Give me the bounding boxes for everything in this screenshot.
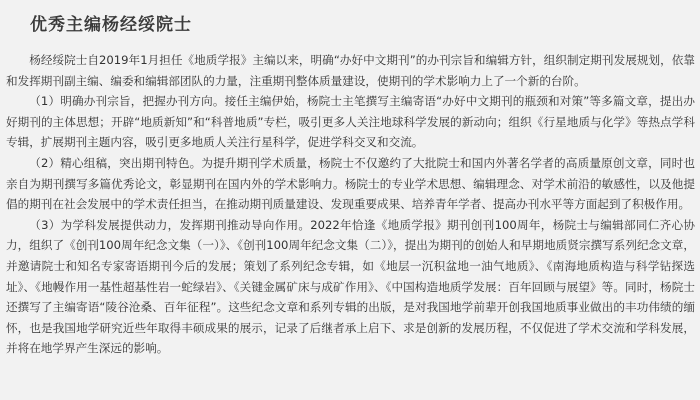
paragraph-intro: 杨经绥院士自2019年1月担任《地质学报》主编以来，明确“办好中文期刊”的办刊宗旨和编辑方针，组织制定期刊发展规划，依靠和发挥期刊副主编、编委和编辑部团队的力量，注重期刊整体质量建设，使期刊的学术影响力上了一个新的台阶。 bbox=[6, 53, 695, 88]
article-body bbox=[6, 50, 695, 359]
paragraph-point-2: （2）精心组稿，突出期刊特色。为提升期刊学术质量，杨院士不仅邀约了大批院士和国内外著名学者的高质量原创文章，同时也亲自为期刊撰写多篇优秀论文，彰显期刊在国内外的学术影响力。杨院士的专业学术思想、编辑理念、对学术前沿的敏感性，以及他提倡的期刊在社会发展中的学术责任担当，在推动期刊质量建设、发现重要成果、培养青年学者、提高办刊水平等方面起到了积极作用。 bbox=[6, 155, 695, 212]
paragraph-point-1: （1）明确办刊宗旨，把握办刊方向。接任主编伊始，杨院士主笔撰写主编寄语“办好中文期刊的瓶颈和对策”等多篇文章，提出办好期刊的主体思想；开辟“地质新知”和“科普地质”专栏，吸引更多人关注地球科学发展的新动向；组织《行星地质与化学》等热点学科专辑，扩展期刊主题内容，吸引更多地质人关注行星科学，促进学科交叉和交流。 bbox=[6, 94, 695, 150]
paragraph-point-3: （3）为学科发展提供动力，发挥期刊推动导向作用。2022年恰逢《地质学报》期刊创刊100周年，杨院士与编辑部同仁齐心协力，组织了《创刊100周年纪念文集（一）》、《创刊100周年纪念文集（二）》，提出为期刊的创始人和早期地质贤宗撰写系列纪念文章，并邀请院士和知名专家寄语期刊今后的发展；策划了系列纪念专辑，如《地层一沉积盆地一油气地质》、《南海地质构造与科学钻探选址》、《地幔作用一基性超基性岩一蛇绿岩》、《关键金属矿床与成矿作用》、《中国构造地质学发展：百年回顾与展望》等。同时，杨院士还撰写了主编寄语“陵谷沧桑、百年征程”。这些纪念文章和系列专辑的出版，是对我国地学前辈开创我国地质事业做出的丰功伟绩的缅怀，也是我国地学研究近些年取得丰硕成果的展示，记录了后继者承上启下、求是创新的发展历程，不仅促进了学术交流和学科发展，并将在地学界产生深远的影响。 bbox=[6, 217, 695, 356]
article-title: 优秀主编杨经绥院士 bbox=[30, 15, 192, 35]
